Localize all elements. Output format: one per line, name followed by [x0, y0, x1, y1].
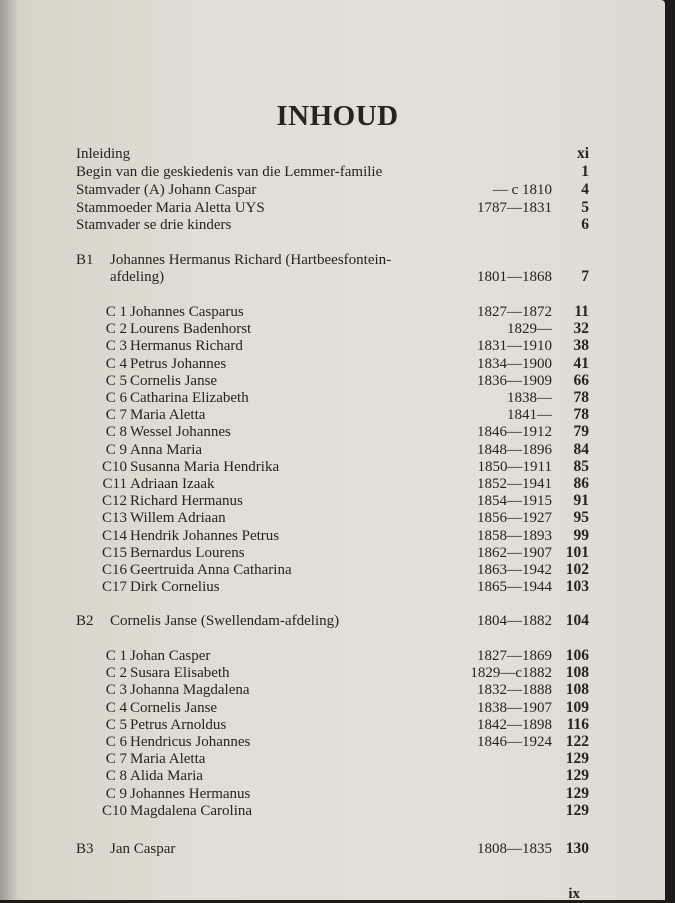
child-page: 66	[573, 372, 589, 389]
child-page: 84	[573, 441, 589, 458]
child-name: Wessel Johannes	[130, 424, 231, 440]
b2-child-entry	[0, 767, 675, 785]
child-name: Magdalena Carolina	[130, 803, 253, 819]
section-code: B1	[76, 252, 94, 268]
b1-child-entry	[0, 406, 675, 424]
b2-child-entry	[0, 733, 675, 751]
child-years: 1836—1909	[477, 373, 552, 389]
intro-entry	[0, 181, 675, 199]
child-code: C12	[101, 493, 127, 509]
b1-child-entry	[0, 441, 675, 459]
child-page: 78	[573, 406, 589, 423]
child-name: Johanna Magdalena	[130, 682, 250, 698]
child-years: 1842—1898	[477, 717, 552, 733]
child-code: C13	[101, 510, 127, 526]
intro-entry	[0, 216, 675, 234]
b1-child-entry	[0, 578, 675, 596]
child-code: C16	[101, 562, 127, 578]
child-name: Petrus Johannes	[130, 356, 227, 372]
child-name: Alida Maria	[130, 768, 203, 784]
child-name: Adriaan Izaak	[130, 476, 215, 492]
child-name: Susanna Maria Hendrika	[130, 459, 280, 475]
child-years: 1827—1872	[477, 304, 552, 320]
child-years: 1829—	[507, 321, 552, 337]
child-years: 1854—1915	[477, 493, 552, 509]
child-name: Bernardus Lourens	[130, 545, 245, 561]
child-code: C15	[101, 545, 127, 561]
entry-title: Stamvader (A) Johann Caspar	[76, 182, 257, 198]
child-code: C 9	[105, 442, 127, 458]
b1-child-entry	[0, 492, 675, 510]
entry-years: — c 1810	[492, 182, 552, 198]
child-page: 85	[573, 458, 589, 475]
child-years: 1858—1893	[477, 528, 552, 544]
b2-child-entry	[0, 716, 675, 734]
child-page: 129	[565, 785, 589, 802]
child-name: Catharina Elizabeth	[130, 390, 249, 406]
b1-child-entry	[0, 303, 675, 321]
child-years: 1832—1888	[477, 682, 552, 698]
child-code: C 6	[105, 734, 127, 750]
child-name: Hendricus Johannes	[130, 734, 251, 750]
section-code: B2	[76, 613, 94, 629]
b1-child-entry	[0, 372, 675, 390]
child-years: 1831—1910	[477, 338, 552, 354]
child-name: Petrus Arnoldus	[130, 717, 227, 733]
page-number: ix	[568, 886, 580, 902]
child-name: Lourens Badenhorst	[130, 321, 252, 337]
child-name: Willem Adriaan	[130, 510, 226, 526]
child-page: 95	[573, 509, 589, 526]
child-name: Cornelis Janse	[130, 700, 218, 716]
child-code: C 8	[105, 424, 127, 440]
b1-child-entry	[0, 355, 675, 373]
b1-child-entry	[0, 337, 675, 355]
entry-page: 1	[581, 163, 589, 180]
child-code: C 9	[105, 786, 127, 802]
child-page: 91	[573, 492, 589, 509]
b2-child-entry	[0, 785, 675, 803]
section-page: 104	[565, 612, 589, 629]
child-name: Dirk Cornelius	[130, 579, 220, 595]
entry-title: Stamvader se drie kinders	[76, 217, 232, 233]
intro-entry	[0, 163, 675, 181]
child-years: 1848—1896	[477, 442, 552, 458]
child-code: C 1	[105, 304, 127, 320]
child-years: 1865—1944	[477, 579, 552, 595]
child-page: 122	[565, 733, 589, 750]
child-page: 129	[565, 802, 589, 819]
entry-title: Inleiding	[76, 146, 131, 162]
b2-child-entry	[0, 699, 675, 717]
child-name: Hermanus Richard	[130, 338, 243, 354]
section-b1-heading-cont	[0, 268, 675, 286]
page-title: INHOUD	[276, 100, 399, 132]
child-code: C 4	[105, 356, 127, 372]
section-title: Jan Caspar	[110, 841, 176, 857]
child-page: 129	[565, 767, 589, 784]
section-years: 1804—1882	[477, 613, 552, 629]
child-years: 1856—1927	[477, 510, 552, 526]
child-years: 1829—c1882	[470, 665, 552, 681]
child-name: Anna Maria	[130, 442, 203, 458]
child-name: Johannes Casparus	[130, 304, 244, 320]
child-years: 1834—1900	[477, 356, 552, 372]
b2-child-entry	[0, 664, 675, 682]
child-page: 102	[565, 561, 589, 578]
intro-entry	[0, 145, 675, 163]
b1-child-entry	[0, 561, 675, 579]
b1-child-entry	[0, 423, 675, 441]
child-code: C 1	[105, 648, 127, 664]
child-name: Maria Aletta	[130, 407, 206, 423]
child-name: Richard Hermanus	[130, 493, 243, 509]
child-name: Geertruida Anna Catharina	[130, 562, 292, 578]
intro-entry	[0, 199, 675, 217]
entry-title: Begin van die geskiedenis van die Lemmer-familie	[76, 164, 383, 180]
entry-years: 1787—1831	[477, 200, 552, 216]
section-b2-heading	[0, 612, 675, 630]
child-page: 11	[574, 303, 589, 320]
child-page: 129	[565, 750, 589, 767]
b1-child-entry	[0, 320, 675, 338]
child-years: 1827—1869	[477, 648, 552, 664]
b1-child-entry	[0, 475, 675, 493]
child-page: 78	[573, 389, 589, 406]
section-b1-heading	[0, 251, 675, 269]
child-code: C 8	[105, 768, 127, 784]
child-years: 1862—1907	[477, 545, 552, 561]
child-code: C 2	[105, 665, 127, 681]
child-code: C 7	[105, 407, 127, 423]
b2-child-entry	[0, 750, 675, 768]
section-title-cont: afdeling)	[110, 269, 165, 285]
b2-child-entry	[0, 802, 675, 820]
child-code: C14	[101, 528, 127, 544]
child-code: C 6	[105, 390, 127, 406]
child-page: 108	[565, 681, 589, 698]
b2-child-entry	[0, 681, 675, 699]
child-page: 86	[573, 475, 589, 492]
section-page: 130	[565, 840, 589, 857]
entry-page: xi	[576, 145, 589, 162]
child-years: 1863—1942	[477, 562, 552, 578]
b1-child-entry	[0, 509, 675, 527]
child-page: 116	[566, 716, 589, 733]
section-years: 1808—1835	[477, 841, 552, 857]
child-years: 1838—	[507, 390, 552, 406]
child-years: 1852—1941	[477, 476, 552, 492]
child-page: 109	[565, 699, 589, 716]
b2-child-entry	[0, 647, 675, 665]
child-name: Johannes Hermanus	[130, 786, 251, 802]
child-years: 1838—1907	[477, 700, 552, 716]
section-title: Cornelis Janse (Swellendam-afdeling)	[110, 613, 340, 629]
child-page: 32	[573, 320, 589, 337]
child-code: C 5	[105, 373, 127, 389]
child-page: 79	[573, 423, 589, 440]
child-page: 99	[573, 527, 589, 544]
section-years: 1801—1868	[477, 269, 552, 285]
child-page: 106	[565, 647, 589, 664]
section-title: Johannes Hermanus Richard (Hartbeesfontein-	[110, 252, 392, 268]
child-page: 103	[565, 578, 589, 595]
section-page: 7	[581, 268, 589, 285]
child-code: C 4	[105, 700, 127, 716]
section-code: B3	[76, 841, 94, 857]
b1-child-entry	[0, 389, 675, 407]
child-code: C17	[101, 579, 127, 595]
entry-title: Stammoeder Maria Aletta UYS	[76, 200, 265, 216]
entry-page: 4	[581, 181, 589, 198]
child-page: 101	[565, 544, 589, 561]
b1-child-entry	[0, 458, 675, 476]
child-code: C 3	[105, 682, 127, 698]
child-page: 108	[565, 664, 589, 681]
b1-child-entry	[0, 527, 675, 545]
child-years: 1841—	[507, 407, 552, 423]
child-years: 1846—1912	[477, 424, 552, 440]
child-page: 38	[573, 337, 589, 354]
child-name: Cornelis Janse	[130, 373, 218, 389]
child-code: C 3	[105, 338, 127, 354]
child-code: C 7	[105, 751, 127, 767]
child-name: Hendrik Johannes Petrus	[130, 528, 280, 544]
child-name: Susara Elisabeth	[130, 665, 230, 681]
child-code: C10	[101, 803, 127, 819]
child-name: Johan Casper	[130, 648, 211, 664]
child-code: C10	[101, 459, 127, 475]
child-years: 1850—1911	[477, 459, 552, 475]
entry-page: 5	[581, 199, 589, 216]
child-name: Maria Aletta	[130, 751, 206, 767]
child-years: 1846—1924	[477, 734, 552, 750]
child-code: C11	[102, 476, 127, 492]
child-code: C 2	[105, 321, 127, 337]
b1-child-entry	[0, 544, 675, 562]
child-page: 41	[573, 355, 589, 372]
section-b3-heading	[0, 840, 675, 858]
child-code: C 5	[105, 717, 127, 733]
entry-page: 6	[581, 216, 589, 233]
